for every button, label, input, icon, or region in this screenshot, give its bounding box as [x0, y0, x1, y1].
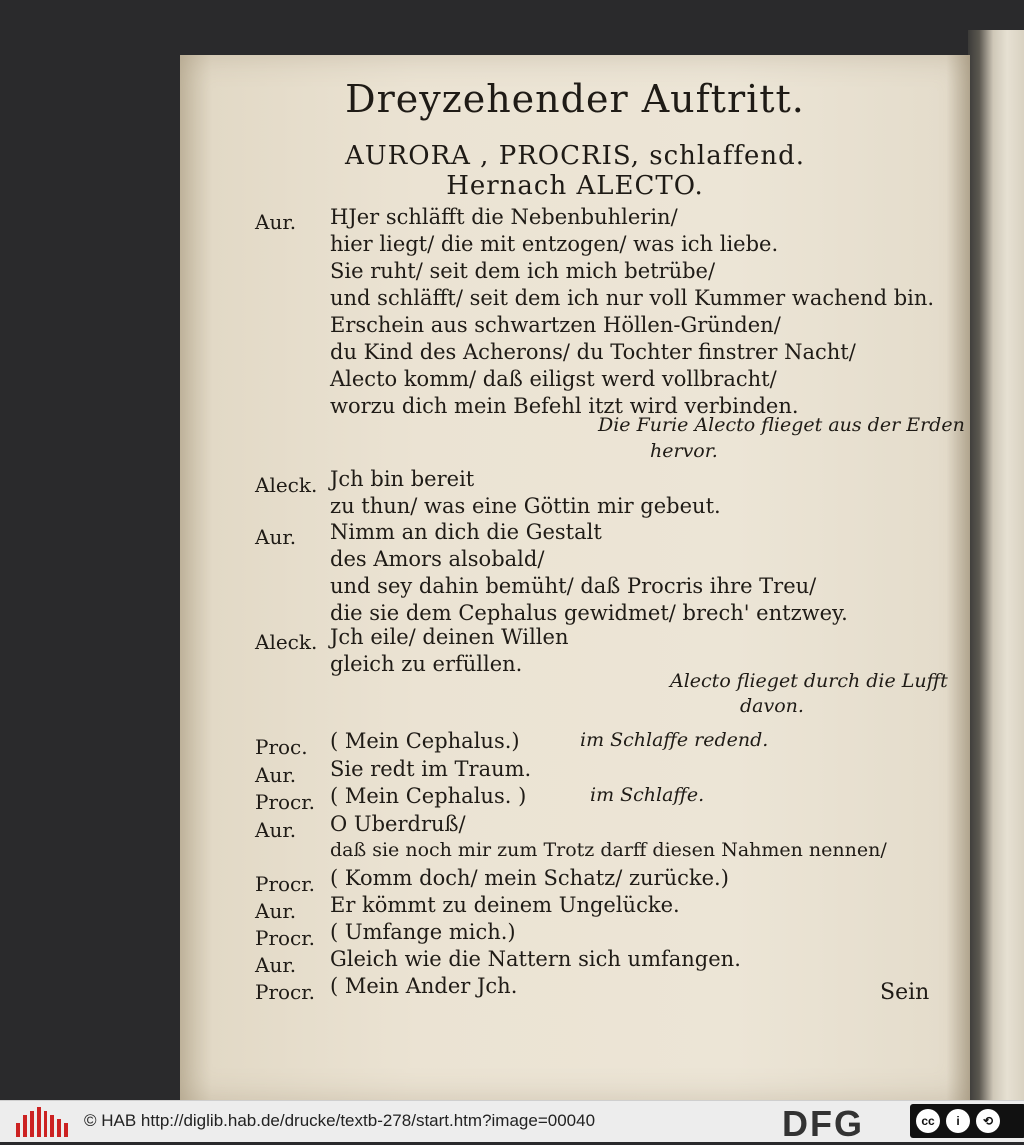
speaker-label: Procr.: [255, 980, 315, 1004]
page-title: Dreyzehender Auftritt.: [345, 77, 805, 121]
verse-line: Erschein aus schwartzen Höllen-Gründen/: [330, 313, 781, 337]
by-attribution-icon: i: [946, 1109, 970, 1133]
cc-icon: cc: [916, 1109, 940, 1133]
speaker-label: Aleck.: [255, 473, 318, 497]
speaker-label: Aur.: [255, 818, 297, 842]
cast-line-2: Hernach ALECTO.: [446, 171, 704, 201]
verse-line: ( Umfange mich.): [330, 920, 516, 944]
verse-line: die sie dem Cephalus gewidmet/ brech' entzwey.: [330, 601, 848, 625]
verse-line: zu thun/ was eine Göttin mir gebeut.: [330, 494, 721, 518]
copyright-link[interactable]: © HAB http://diglib.hab.de/drucke/textb-278/start.htm?image=00040: [84, 1111, 596, 1130]
speaker-label: Aur.: [255, 899, 297, 923]
stage-direction: Alecto flieget durch die Lufft: [670, 670, 948, 692]
speaker-label: Procr.: [255, 790, 315, 814]
verse-line: worzu dich mein Befehl itzt wird verbinden.: [330, 394, 799, 418]
verse-line: Gleich wie die Nattern sich umfangen.: [330, 947, 741, 971]
speaker-label: Aur.: [255, 953, 297, 977]
verse-line: gleich zu erfüllen.: [330, 652, 523, 676]
verse-line: ( Mein Cephalus.): [330, 729, 520, 753]
aside-direction: im Schlaffe.: [590, 784, 705, 806]
verse-line: hier liegt/ die mit entzogen/ was ich liebe.: [330, 232, 779, 256]
speaker-label: Procr.: [255, 872, 315, 896]
verse-line: du Kind des Acherons/ du Tochter finstrer Nacht/: [330, 340, 856, 364]
speaker-label: Aur.: [255, 763, 297, 787]
verse-line: und schläfft/ seit dem ich nur voll Kummer wachend bin.: [330, 286, 935, 310]
verse-line: und sey dahin bemüht/ daß Procris ihre Treu/: [330, 574, 817, 598]
speaker-label: Aur.: [255, 210, 297, 234]
speaker-label: Proc.: [255, 735, 308, 759]
verse-line: HJer schläfft die Nebenbuhlerin/: [330, 205, 678, 229]
verse-line: Sie redt im Traum.: [330, 757, 532, 781]
verse-line: des Amors alsobald/: [330, 547, 545, 571]
share-alike-icon: ⟲: [976, 1109, 1000, 1133]
verse-line: ( Komm doch/ mein Schatz/ zurücke.): [330, 866, 729, 890]
verse-line: ( Mein Cephalus. ): [330, 784, 527, 808]
verse-line: Jch bin bereit: [330, 467, 475, 491]
stage-direction: hervor.: [650, 440, 718, 462]
verse-line: Er kömmt zu deinem Ungelücke.: [330, 893, 680, 917]
aside-direction: im Schlaffe redend.: [580, 729, 769, 751]
cast-line: AURORA , PROCRIS, schlaffend.: [344, 141, 806, 171]
verse-line: Jch eile/ deinen Willen: [330, 625, 569, 649]
stage-direction: davon.: [740, 695, 804, 717]
verse-line: O Uberdruß/: [330, 812, 466, 836]
stage-direction: Die Furie Alecto flieget aus der Erden: [598, 414, 965, 436]
hab-logo-icon: [16, 1107, 68, 1137]
book-page: [180, 55, 970, 1100]
adjacent-page-edge: [968, 30, 1024, 1100]
verse-line: ( Mein Ander Jch.: [330, 974, 518, 998]
catchword: Sein: [880, 980, 930, 1005]
verse-line: Alecto komm/ daß eiligst werd vollbracht/: [330, 367, 777, 391]
verse-line: Sie ruht/ seit dem ich mich betrübe/: [330, 259, 716, 283]
dfg-logo: DFG: [782, 1103, 864, 1144]
speaker-label: Procr.: [255, 926, 315, 950]
verse-line: daß sie noch mir zum Trotz darff diesen Nahmen nennen/: [330, 839, 887, 861]
speaker-label: Aur.: [255, 525, 297, 549]
verse-line: Nimm an dich die Gestalt: [330, 520, 602, 544]
speaker-label: Aleck.: [255, 630, 318, 654]
viewer-footer: [0, 1100, 1024, 1142]
cc-license-badge[interactable]: [910, 1104, 1024, 1138]
